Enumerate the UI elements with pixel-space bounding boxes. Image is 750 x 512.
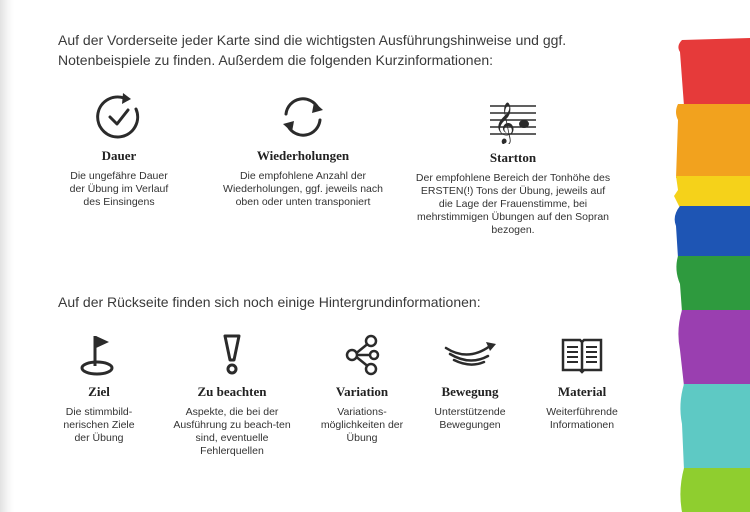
page-edge-shadow	[0, 0, 14, 512]
info-item-variation	[314, 332, 410, 445]
item-description: Die empfohlene Anzahl der Wiederholungen, ggf. jeweils nach oben oder unten transponiert	[223, 170, 383, 208]
info-item-zu-beachten	[170, 332, 294, 458]
item-description: Die ungefähre Dauer der Übung im Verlauf des Einsingens	[69, 170, 169, 208]
item-title: Bewegung	[441, 384, 499, 399]
info-item-bewegung	[420, 332, 520, 432]
open-book-icon	[559, 332, 605, 378]
item-description: Aspekte, die bei der Ausführung zu beach-ten sind, eventuelle Fehlerquellen	[173, 406, 291, 457]
share-nodes-icon	[340, 332, 384, 378]
item-description: Die stimmbild-nerischen Ziele der Übung	[63, 406, 135, 444]
exclamation-icon	[210, 332, 254, 378]
item-title: Startton	[489, 150, 537, 165]
item-title: Wiederholungen	[256, 148, 350, 163]
color-stripes-decoration	[668, 0, 750, 512]
info-item-dauer	[64, 92, 174, 209]
orange-stripe	[676, 104, 750, 178]
item-description: Der empfohlene Bereich der Tonhöhe des ERSTEN(!) Tons der Übung, jeweils auf die Lage der Frauenstimme, bei mehrstimmigen Übungen auf den Sopran bezogen.	[415, 172, 611, 236]
item-description: Weiterführende Informationen	[546, 406, 618, 431]
green-stripe	[676, 256, 750, 312]
info-item-ziel	[56, 332, 142, 445]
blue-stripe	[675, 206, 750, 258]
treble-clef-icon	[488, 92, 538, 144]
item-title: Zu beachten	[197, 384, 267, 399]
info-item-startton	[414, 92, 612, 237]
svg-text:𝄞: 𝄞	[494, 103, 516, 144]
motion-wave-icon	[440, 332, 500, 378]
flag-icon	[77, 332, 121, 378]
item-description: Variations-möglichkeiten der Übung	[320, 406, 404, 444]
item-title: Material	[557, 384, 607, 399]
yellow-stripe	[674, 176, 750, 208]
teal-stripe	[680, 384, 750, 470]
back-intro-text: Auf der Rückseite finden sich noch einige Hintergrundinformationen:	[58, 294, 481, 310]
item-title: Dauer	[101, 148, 137, 163]
repeat-arrows-icon	[278, 92, 328, 142]
purple-stripe	[678, 310, 750, 386]
item-description: Unterstützende Bewegungen	[434, 406, 506, 431]
clock-check-icon	[94, 92, 144, 142]
item-title: Ziel	[88, 384, 110, 399]
info-item-material	[534, 332, 630, 432]
red-stripe	[678, 38, 750, 106]
front-intro-text: Auf der Vorderseite jeder Karte sind die wichtigsten Ausführungshinweise und ggf. Notenbeispiele zu finden. Außerdem die folgenden Kurzinformationen:	[58, 32, 567, 68]
info-item-wiederholungen	[218, 92, 388, 209]
lime-stripe	[680, 468, 750, 512]
item-title: Variation	[335, 384, 389, 399]
